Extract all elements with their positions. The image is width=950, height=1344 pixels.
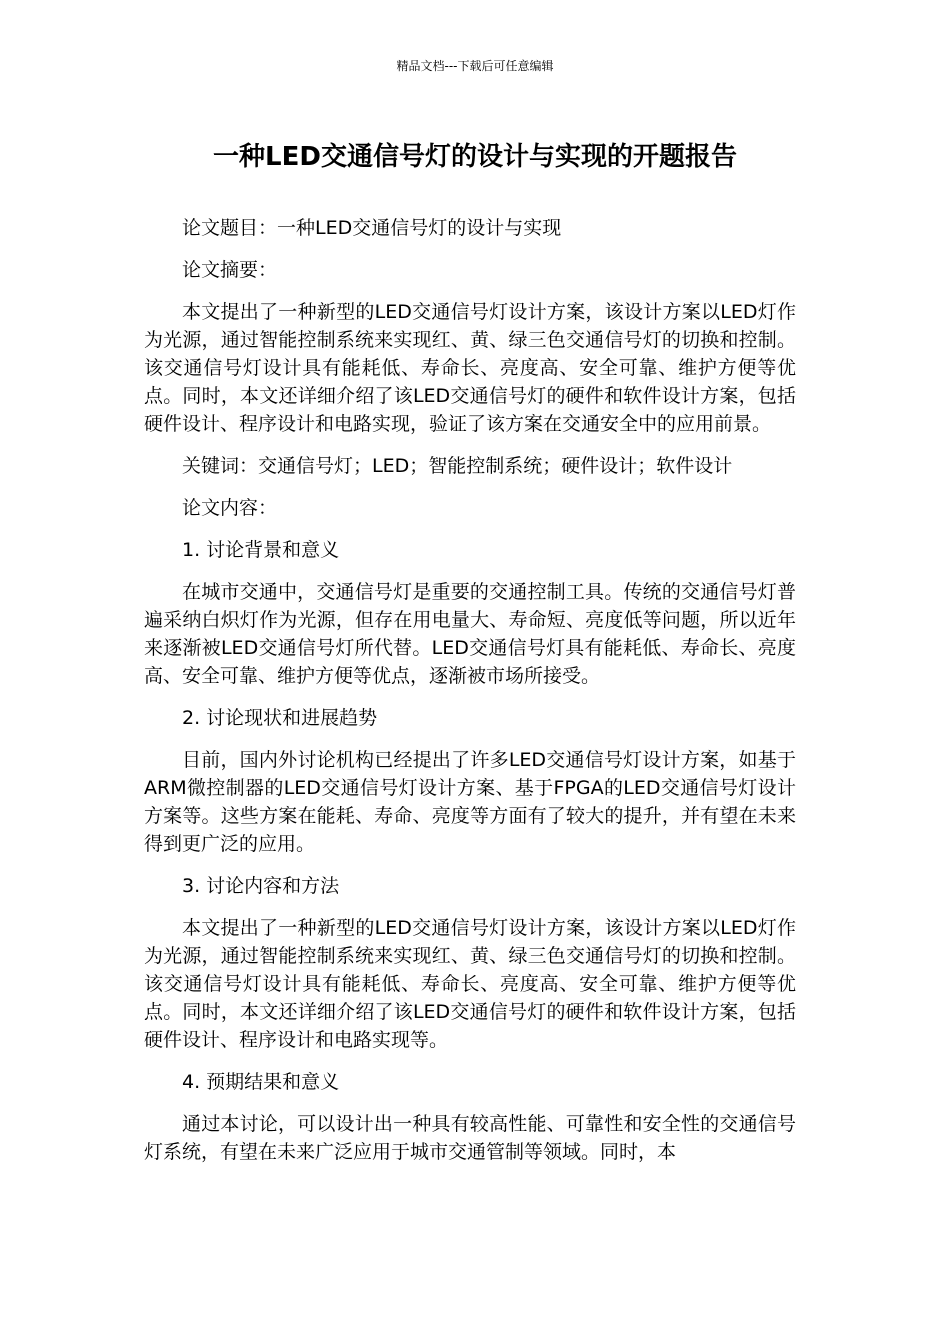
- keywords-line: 关键词：交通信号灯；LED；智能控制系统；硬件设计；软件设计: [182, 455, 733, 477]
- document-title: 一种LED交通信号灯的设计与实现的开题报告: [213, 142, 737, 172]
- section-paragraph: 目前，国内外讨论机构已经提出了许多LED交通信号灯设计方案，如基于ARM微控制器的LED交通信号灯设计方案、基于FPGA的LED交通信号灯设计方案等。这些方案在能耗、寿命、亮度等方面有了较大的提升，并有望在未来得到更广泛的应用。: [144, 749, 796, 855]
- document-body: [144, 214, 796, 1180]
- thesis-topic: 论文题目：一种LED交通信号灯的设计与实现: [182, 217, 562, 239]
- section-paragraph: 本文提出了一种新型的LED交通信号灯设计方案，该设计方案以LED灯作为光源，通过智能控制系统来实现红、黄、绿三色交通信号灯的切换和控制。该交通信号灯设计具有能耗低、寿命长、亮度高、安全可靠、维护方便等优点。同时，本文还详细介绍了该LED交通信号灯的硬件和软件设计方案，包括硬件设计、程序设计和电路实现等。: [144, 917, 796, 1051]
- section-heading: 2. 讨论现状和进展趋势: [182, 707, 378, 729]
- section-heading: 3. 讨论内容和方法: [182, 875, 340, 897]
- section-heading: 4. 预期结果和意义: [182, 1071, 340, 1093]
- section-paragraph: 通过本讨论，可以设计出一种具有较高性能、可靠性和安全性的交通信号灯系统，有望在未来广泛应用于城市交通管制等领域。同时，本: [144, 1113, 796, 1163]
- abstract-label: 论文摘要：: [182, 259, 278, 281]
- content-label: 论文内容：: [182, 497, 278, 519]
- section-paragraph: 在城市交通中，交通信号灯是重要的交通控制工具。传统的交通信号灯普遍采纳白炽灯作为光源，但存在用电量大、寿命短、亮度低等问题，所以近年来逐渐被LED交通信号灯所代替。LED交通信号灯具有能耗低、寿命长、亮度高、安全可靠、维护方便等优点，逐渐被市场所接受。: [144, 581, 796, 687]
- abstract-paragraph: 本文提出了一种新型的LED交通信号灯设计方案，该设计方案以LED灯作为光源，通过智能控制系统来实现红、黄、绿三色交通信号灯的切换和控制。该交通信号灯设计具有能耗低、寿命长、亮度高、安全可靠、维护方便等优点。同时，本文还详细介绍了该LED交通信号灯的硬件和软件设计方案，包括硬件设计、程序设计和电路实现，验证了该方案在交通安全中的应用前景。: [144, 301, 796, 435]
- section-heading: 1. 讨论背景和意义: [182, 539, 340, 561]
- page-header: 精品文档---下载后可任意编辑: [396, 59, 554, 73]
